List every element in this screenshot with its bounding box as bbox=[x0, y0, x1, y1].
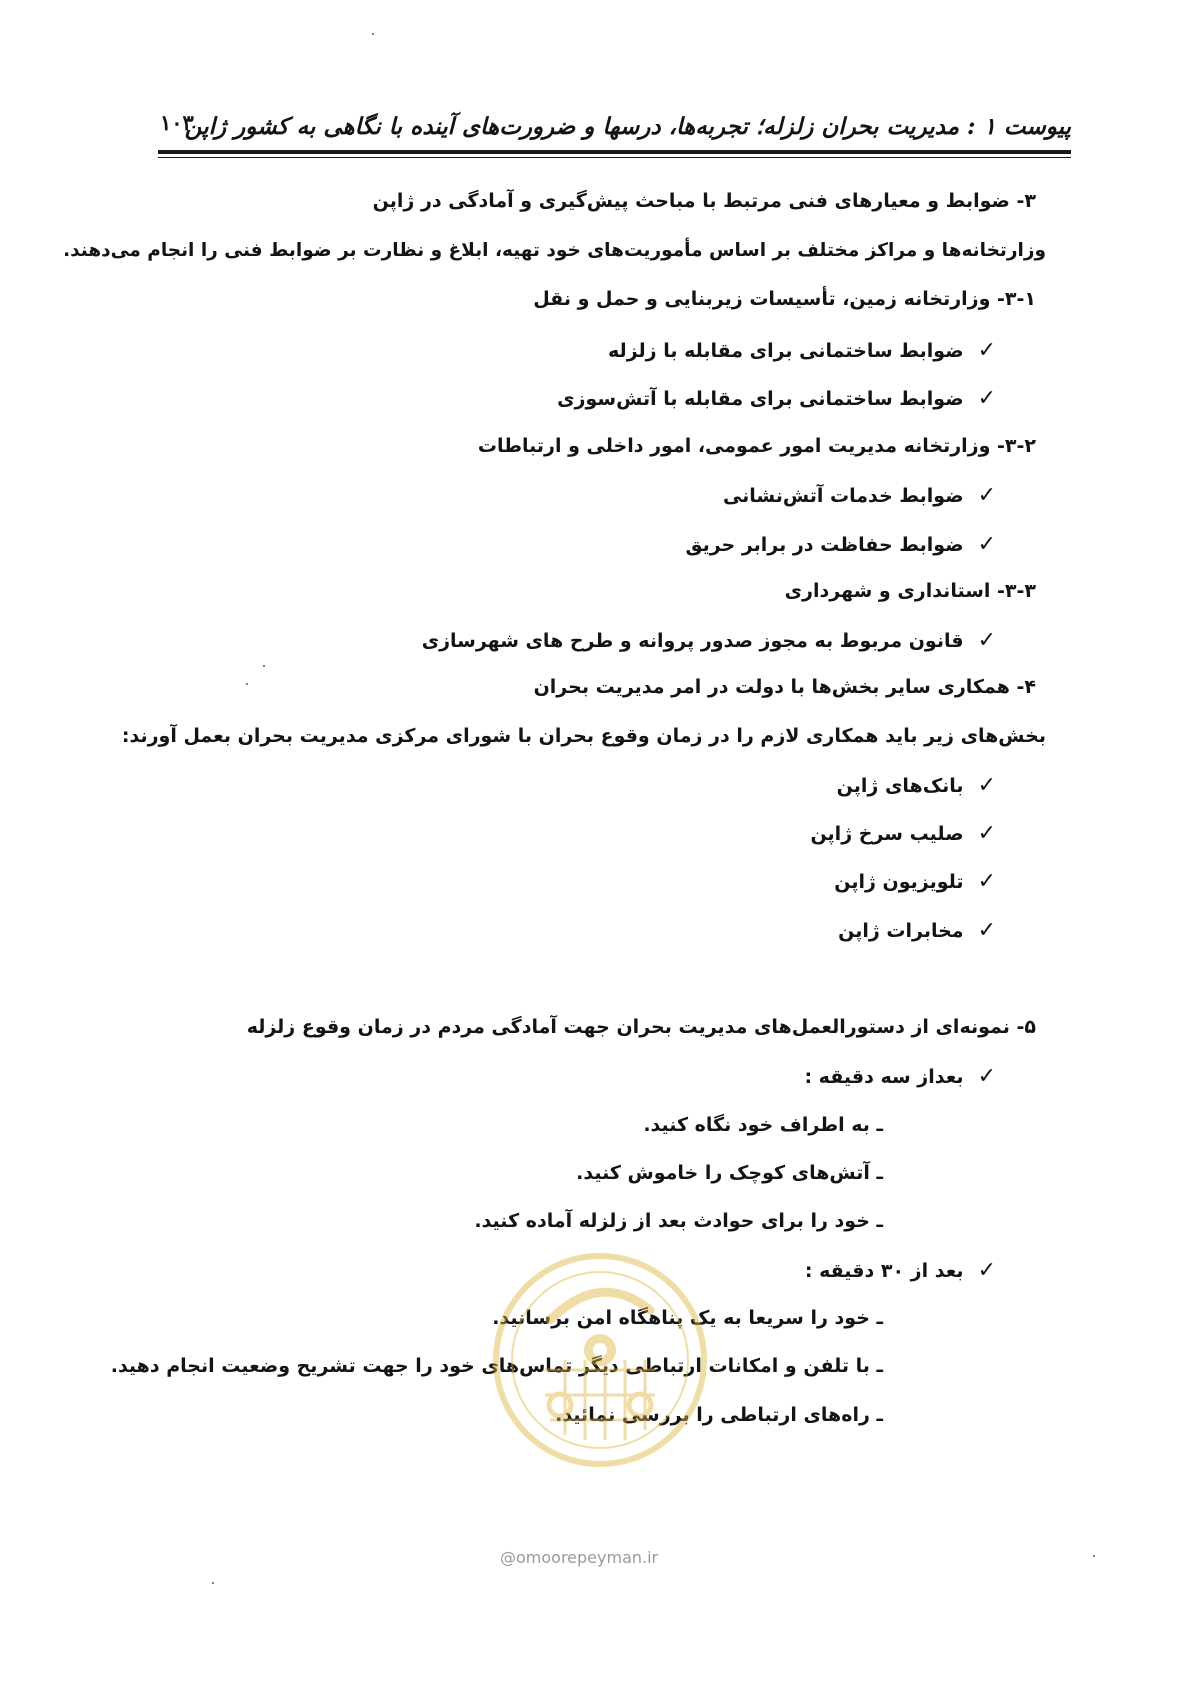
instruction-step: ـ با تلفن و امکانات ارتباطی دیگر تماس‌های خود را جهت تشریح وضعیت انجام دهید. bbox=[110, 1355, 883, 1377]
instruction-step: ـ خود را سریعا به یک پناهگاه امن برسانید. bbox=[492, 1307, 883, 1329]
list-item: ✓ضوابط خدمات آتش‌نشانی bbox=[722, 483, 996, 508]
list-item: ✓تلویزیون ژاپن bbox=[834, 869, 996, 894]
section-3-3-heading: ۳-۳- استانداری و شهرداری bbox=[784, 580, 1036, 602]
list-item: ✓قانون مربوط به مجوز صدور پروانه و طرح های شهرسازی bbox=[421, 628, 996, 653]
list-item: ✓ضوابط ساختمانی برای مقابله با زلزله bbox=[608, 338, 996, 363]
section-5-heading: ۵- نمونه‌ای از دستورالعمل‌های مدیریت بحران جهت آمادگی مردم در زمان وقوع زلزله bbox=[246, 1016, 1036, 1038]
scan-speck bbox=[1093, 1555, 1095, 1557]
checkmark-icon: ✓ bbox=[977, 918, 996, 943]
checkmark-icon: ✓ bbox=[977, 532, 996, 557]
section-3-heading: ۳- ضوابط و معیارهای فنی مرتبط با مباحث پیش‌گیری و آمادگی در ژاپن bbox=[372, 190, 1036, 212]
instruction-step: ـ راه‌های ارتباطی را بررسی نمائید. bbox=[555, 1404, 883, 1426]
section-4-heading: ۴- همکاری سایر بخش‌ها با دولت در امر مدیریت بحران bbox=[533, 676, 1036, 698]
list-item: ✓بانک‌های ژاپن bbox=[836, 773, 996, 798]
section-3-2-heading: ۳-۲- وزارتخانه مدیریت امور عمومی، امور داخلی و ارتباطات bbox=[477, 435, 1036, 457]
running-header-title: پیوست ۱ : مدیریت بحران زلزله؛ تجربه‌ها، درسها و ضرورت‌های آینده با نگاهی به کشور ژاپن bbox=[184, 113, 1071, 140]
checkmark-icon: ✓ bbox=[977, 821, 996, 846]
scan-speck bbox=[212, 1582, 214, 1584]
instruction-step: ـ آتش‌های کوچک را خاموش کنید. bbox=[576, 1162, 883, 1184]
checkmark-icon: ✓ bbox=[977, 869, 996, 894]
checkmark-icon: ✓ bbox=[977, 483, 996, 508]
header-rule-thick bbox=[158, 150, 1071, 154]
checkmark-icon: ✓ bbox=[977, 1258, 996, 1283]
section-3-1-heading: ۳-۱- وزارتخانه زمین، تأسیسات زیربنایی و حمل و نقل bbox=[533, 288, 1036, 310]
list-item: ✓بعد از ۳۰ دقیقه : bbox=[804, 1258, 996, 1283]
page-number: ۱۰۳ bbox=[160, 110, 194, 135]
checkmark-icon: ✓ bbox=[977, 1064, 996, 1089]
checkmark-icon: ✓ bbox=[977, 338, 996, 363]
scan-speck bbox=[246, 683, 248, 685]
list-item: ✓ضوابط ساختمانی برای مقابله با آتش‌سوزی bbox=[557, 386, 996, 411]
instruction-step: ـ خود را برای حوادث بعد از زلزله آماده کنید. bbox=[474, 1210, 883, 1232]
watermark-logo bbox=[490, 1250, 710, 1470]
list-item: ✓مخابرات ژاپن bbox=[838, 918, 996, 943]
checkmark-icon: ✓ bbox=[977, 628, 996, 653]
header-rule-thin bbox=[158, 157, 1071, 158]
list-item: ✓بعداز سه دقیقه : bbox=[804, 1064, 996, 1089]
checkmark-icon: ✓ bbox=[977, 386, 996, 411]
list-item: ✓صلیب سرخ ژاپن bbox=[810, 821, 996, 846]
scan-speck bbox=[372, 33, 374, 35]
section-4-paragraph: بخش‌های زیر باید همکاری لازم را در زمان وقوع بحران با شورای مرکزی مدیریت بحران بعمل آورند: bbox=[121, 725, 1046, 747]
checkmark-icon: ✓ bbox=[977, 773, 996, 798]
watermark-caption: @omoorepeyman.ir bbox=[500, 1548, 659, 1567]
list-item: ✓ضوابط حفاظت در برابر حریق bbox=[685, 532, 996, 557]
section-3-paragraph: وزارتخانه‌ها و مراکز مختلف بر اساس مأموریت‌های خود تهیه، ابلاغ و نظارت بر ضوابط فنی را انجام می‌دهند. bbox=[63, 240, 1046, 261]
instruction-step: ـ به اطراف خود نگاه کنید. bbox=[643, 1114, 883, 1136]
scan-speck bbox=[263, 665, 265, 667]
